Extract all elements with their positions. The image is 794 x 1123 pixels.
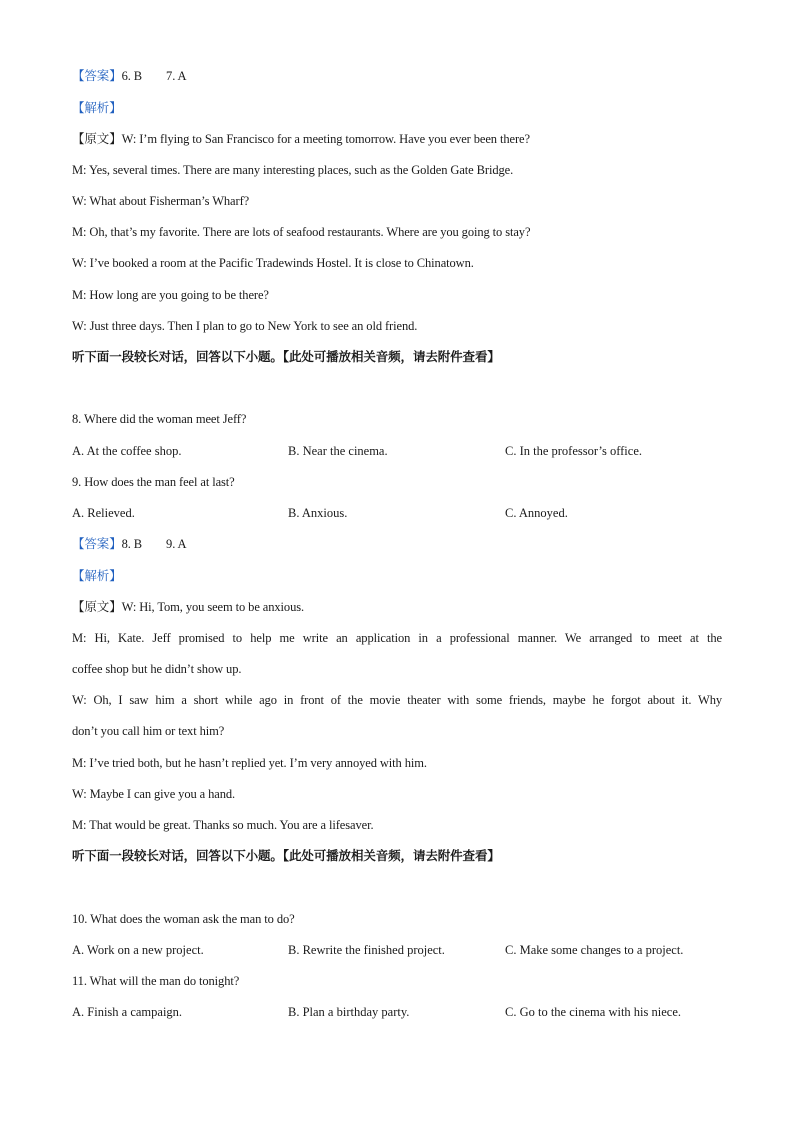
original-tag: 【原文】 xyxy=(72,599,122,614)
listening-instruction: 听下面一段较长对话，回答以下小题。【此处可播放相关音频，请去附件查看】 xyxy=(72,848,500,863)
listening-instruction: 听下面一段较长对话，回答以下小题。【此处可播放相关音频，请去附件查看】 xyxy=(72,349,500,364)
question-8: 8. Where did the woman meet Jeff? xyxy=(72,412,247,426)
answer-q9: 9. A xyxy=(166,537,187,551)
analysis-tag: 【解析】 xyxy=(72,568,122,583)
transcript-line: M: How long are you going to be there? xyxy=(72,288,269,302)
q10-option-a: A. Work on a new project. xyxy=(72,943,204,957)
q9-option-b: B. Anxious. xyxy=(288,506,348,520)
transcript-line: M: Yes, several times. There are many interesting places, such as the Golden Gate Bridge. xyxy=(72,163,514,177)
analysis-tag: 【解析】 xyxy=(72,100,122,115)
transcript-line: W: Oh, I saw him a short while ago in front of the movie theater with some friends, maybe he forgot about it. Why xyxy=(72,693,722,707)
q9-option-a: A. Relieved. xyxy=(72,506,135,520)
transcript-line: W: Just three days. Then I plan to go to New York to see an old friend. xyxy=(72,319,418,333)
transcript-text: W: Hi, Tom, you seem to be anxious. xyxy=(121,600,305,614)
question-9: 9. How does the man feel at last? xyxy=(72,475,235,489)
q8-option-b: B. Near the cinema. xyxy=(288,444,388,458)
question-10: 10. What does the woman ask the man to do? xyxy=(72,912,295,926)
transcript-line xyxy=(72,599,722,615)
transcript-line: coffee shop but he didn’t show up. xyxy=(72,662,242,676)
answer-tag: 【答案】 xyxy=(72,536,122,551)
answer-q6: 6. B xyxy=(121,69,143,83)
question-11: 11. What will the man do tonight? xyxy=(72,974,240,988)
answer-line-6-7 xyxy=(72,68,722,84)
transcript-text: W: I’m flying to San Francisco for a meeting tomorrow. Have you ever been there? xyxy=(121,132,530,146)
answer-q8: 8. B xyxy=(121,537,143,551)
transcript-line: M: Hi, Kate. Jeff promised to help me write an application in a professional manner. We arranged to meet at the xyxy=(72,631,722,645)
transcript-line: don’t you call him or text him? xyxy=(72,724,225,738)
q10-option-b: B. Rewrite the finished project. xyxy=(288,943,445,957)
transcript-line: M: That would be great. Thanks so much. You are a lifesaver. xyxy=(72,818,374,832)
transcript-line: W: I’ve booked a room at the Pacific Tradewinds Hostel. It is close to Chinatown. xyxy=(72,256,474,270)
q11-option-b: B. Plan a birthday party. xyxy=(288,1005,410,1019)
transcript-line: W: Maybe I can give you a hand. xyxy=(72,787,236,801)
q8-option-c: C. In the professor’s office. xyxy=(505,444,643,458)
q10-option-c: C. Make some changes to a project. xyxy=(505,943,684,957)
q8-option-a: A. At the coffee shop. xyxy=(72,444,182,458)
transcript-line xyxy=(72,131,722,147)
q11-option-a: A. Finish a campaign. xyxy=(72,1005,183,1019)
original-tag: 【原文】 xyxy=(72,131,122,146)
transcript-line: M: I’ve tried both, but he hasn’t replied yet. I’m very annoyed with him. xyxy=(72,756,427,770)
answer-q7: 7. A xyxy=(166,69,187,83)
q11-option-c: C. Go to the cinema with his niece. xyxy=(505,1005,682,1019)
transcript-line: M: Oh, that’s my favorite. There are lots of seafood restaurants. Where are you going to stay? xyxy=(72,225,531,239)
analysis-line xyxy=(72,568,722,584)
answer-tag: 【答案】 xyxy=(72,68,122,83)
q9-option-c: C. Annoyed. xyxy=(505,506,568,520)
answer-line-8-9 xyxy=(72,536,722,552)
transcript-line: W: What about Fisherman’s Wharf? xyxy=(72,194,250,208)
analysis-line xyxy=(72,100,722,116)
